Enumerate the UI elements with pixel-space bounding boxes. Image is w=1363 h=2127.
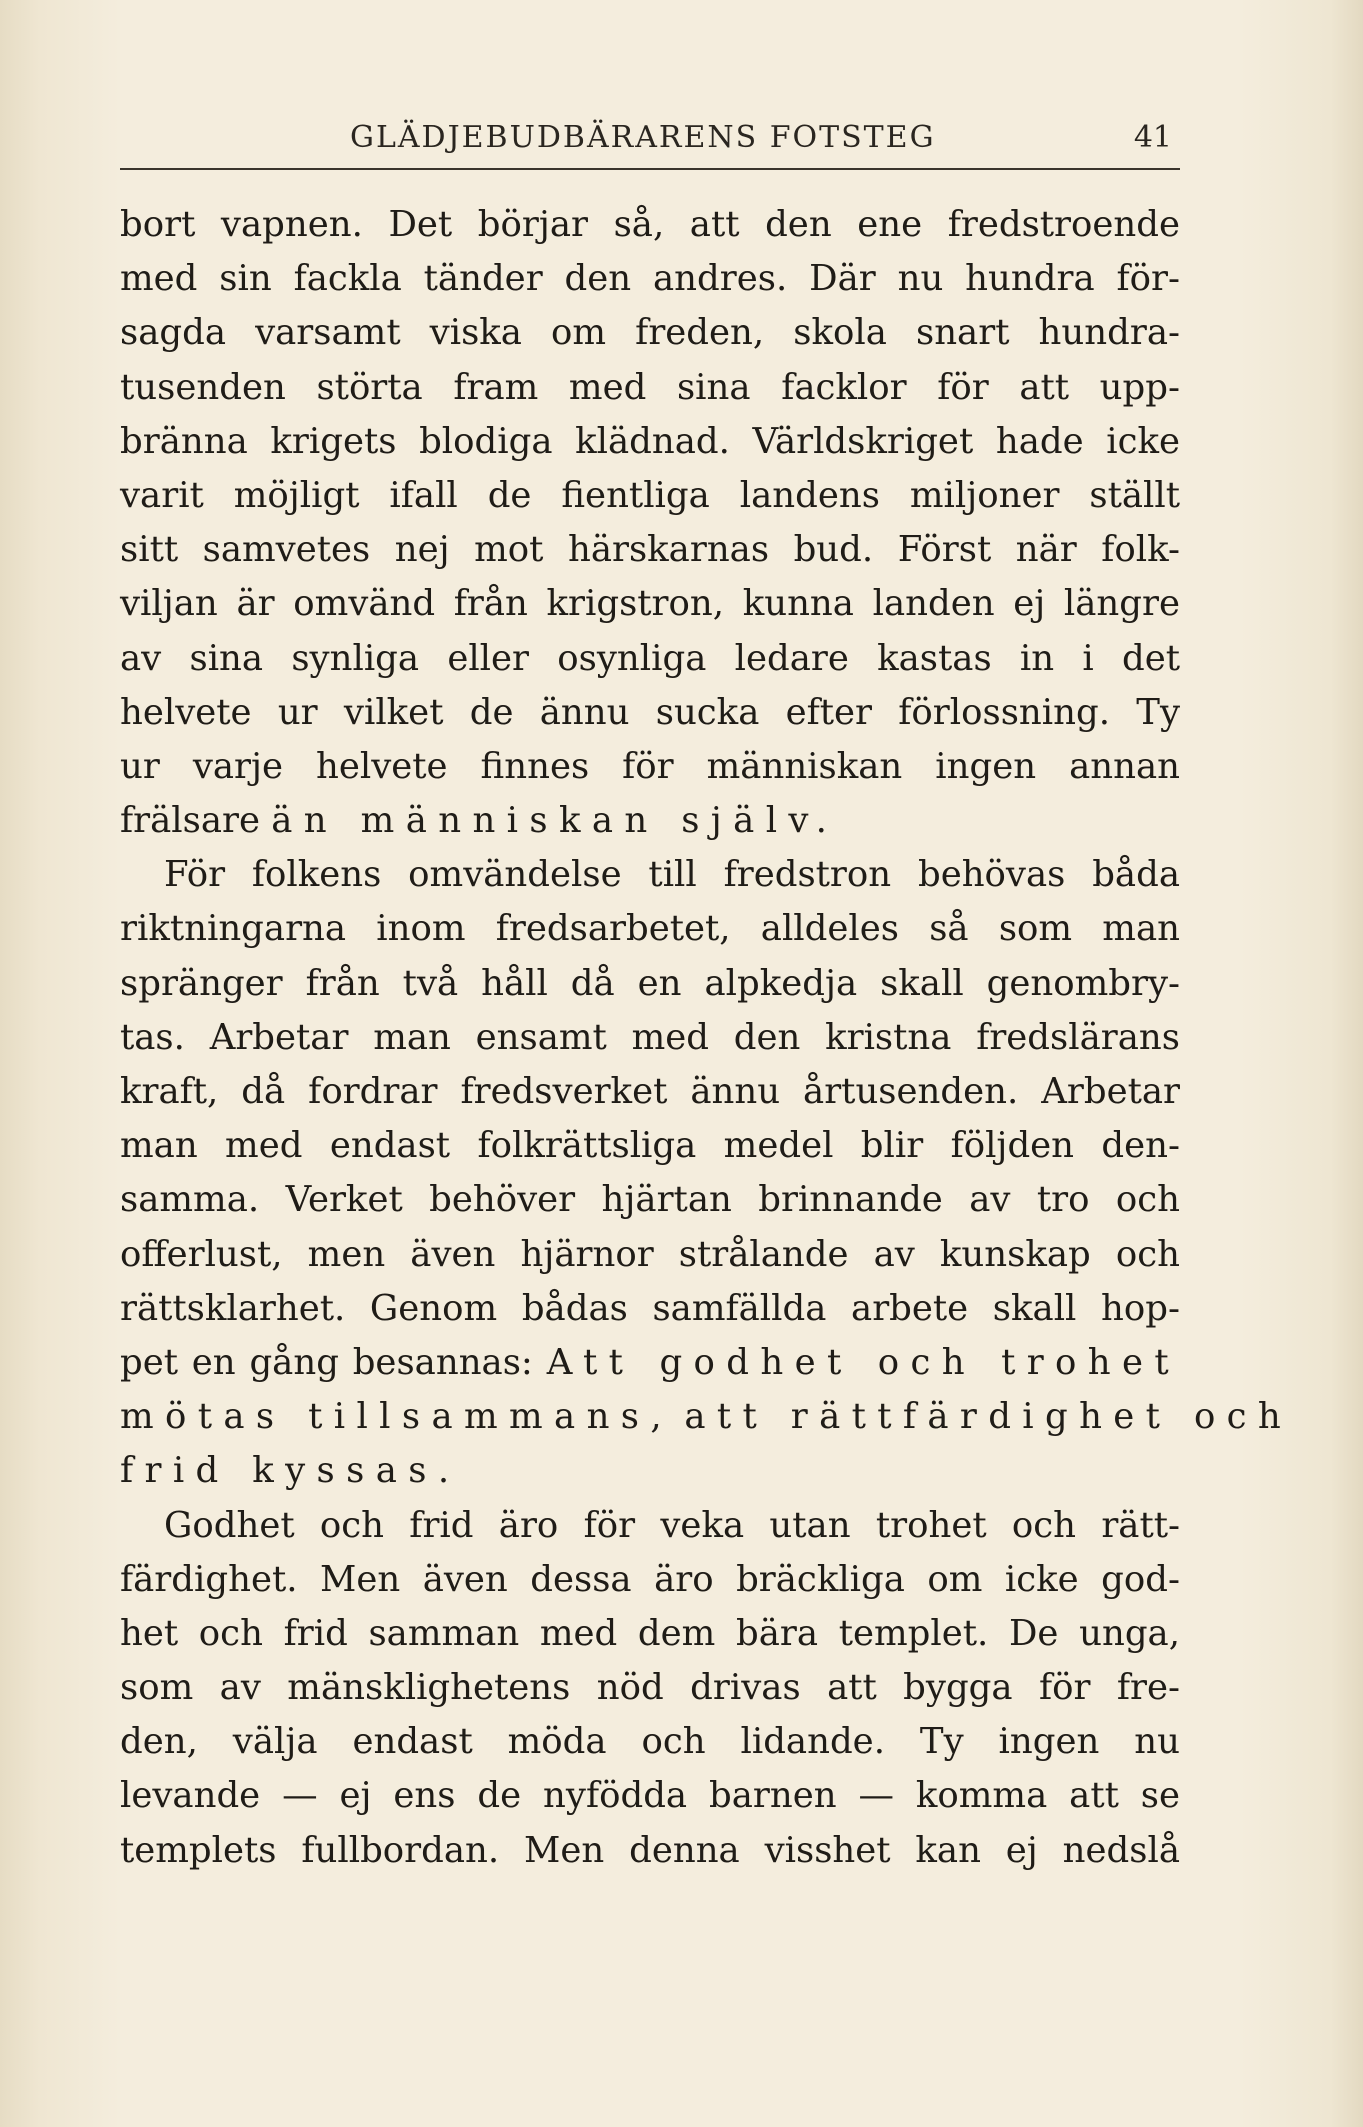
- text-line: tusenden störta fram med sina facklor för att upp-: [120, 366, 1180, 408]
- text-line-spaced: [120, 1444, 1180, 1498]
- text-line: Godhet och frid äro för veka utan trohet och rätt-: [164, 1504, 1180, 1546]
- body-text: [120, 198, 1293, 1878]
- text-line: den, välja endast möda och lidande. Ty ingen nu: [120, 1721, 1180, 1763]
- text-line: färdighet. Men även dessa äro bräckliga om icke god-: [120, 1558, 1180, 1600]
- text-line-spaced: [120, 1390, 1293, 1444]
- text-line: sitt samvetes nej mot härskarnas bud. Först när folk-: [120, 529, 1180, 571]
- text-line-spaced: [120, 1336, 1180, 1390]
- spaced-emphasis: Att godhet och trohet: [546, 1341, 1180, 1383]
- page-header: [120, 112, 1180, 170]
- text-line: För folkens omvändelse till fredstron behövas båda: [164, 854, 1180, 896]
- text-fragment: frälsare: [120, 800, 272, 842]
- text-line: samma. Verket behöver hjärtan brinnande av tro och: [120, 1179, 1180, 1221]
- text-line-spaced: [120, 794, 1180, 848]
- text-line: man med endast folkrättsliga medel blir följden den-: [120, 1125, 1180, 1167]
- spaced-emphasis: att rättfärdighet och: [684, 1396, 1293, 1438]
- text-line: kraft, då fordrar fredsverket ännu årtusenden. Arbetar: [120, 1071, 1180, 1112]
- text-line: tas. Arbetar man ensamt med den kristna fredslärans: [120, 1016, 1180, 1058]
- text-line: templets fullbordan. Men denna visshet kan ej nedslå: [120, 1829, 1180, 1871]
- text-line: levande — ej ens de nyfödda barnen — komma att se: [120, 1775, 1180, 1817]
- page-number: 41: [1133, 120, 1172, 155]
- text-line: varit möjligt ifall de fientliga landens miljoner ställt: [120, 474, 1180, 516]
- text-line: av sina synliga eller osynliga ledare kastas in i det: [120, 637, 1180, 679]
- text-line: viljan är omvänd från krigstron, kunna landen ej längre: [120, 583, 1180, 625]
- text-line: helvete ur vilket de ännu sucka efter förlossning. Ty: [120, 691, 1180, 733]
- text-line: het och frid samman med dem bära templet. De unga,: [120, 1612, 1180, 1654]
- text-fragment: [673, 1396, 684, 1437]
- spaced-emphasis: än människan själv.: [271, 800, 839, 842]
- text-line: bort vapnen. Det börjar så, att den ene fredstroende: [120, 204, 1180, 245]
- text-line: riktningarna inom fredsarbetet, alldeles så som man: [120, 908, 1180, 950]
- text-line: bränna krigets blodiga klädnad. Världskriget hade icke: [120, 420, 1180, 462]
- running-head: GLÄDJEBUDBÄRARENS FOTSTEG: [350, 120, 936, 155]
- text-line: offerlust, men även hjärnor strålande av kunskap och: [120, 1233, 1180, 1275]
- spaced-emphasis: mötas tillsammans,: [120, 1396, 674, 1438]
- text-line: spränger från två håll då en alpkedja skall genombry-: [120, 962, 1180, 1004]
- text-line: som av mänsklighetens nöd drivas att bygga för fre-: [120, 1667, 1180, 1709]
- text-line: rättsklarhet. Genom bådas samfällda arbete skall hop-: [120, 1287, 1180, 1329]
- spaced-emphasis: frid kyssas.: [120, 1450, 461, 1492]
- text-line: ur varje helvete finnes för människan ingen annan: [120, 745, 1180, 787]
- text-line: sagda varsamt viska om freden, skola snart hundra-: [120, 312, 1180, 354]
- text-line: med sin fackla tänder den andres. Där nu hundra för-: [120, 258, 1180, 300]
- text-fragment: pet en gång besannas:: [120, 1341, 547, 1383]
